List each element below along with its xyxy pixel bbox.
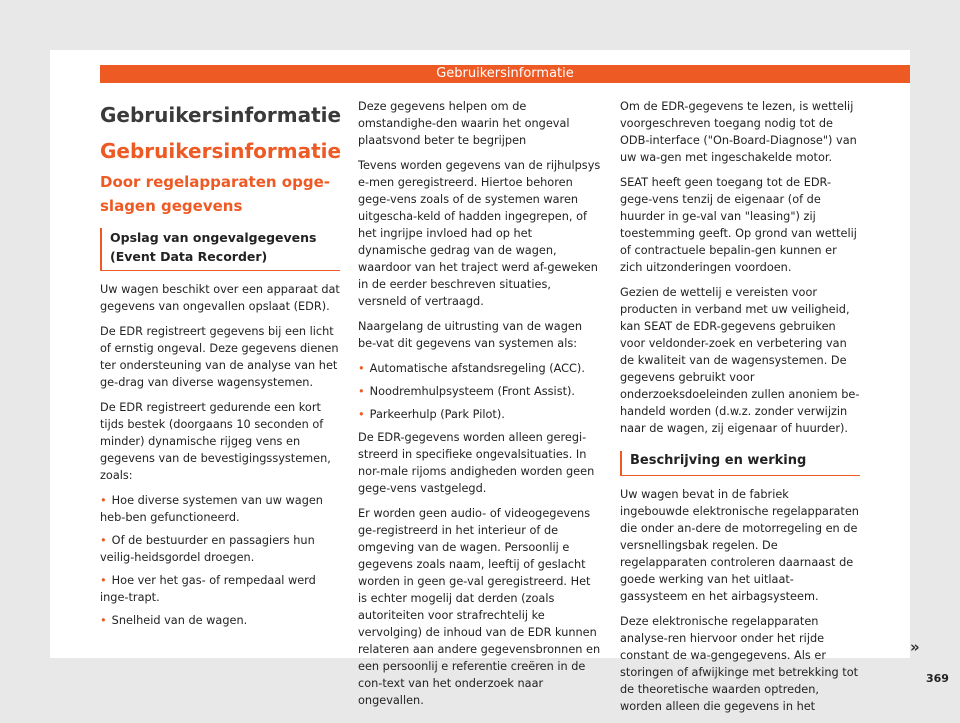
bullet-icon: • — [100, 614, 107, 627]
page — [50, 50, 949, 713]
paragraph: Uw wagen beschikt over een apparaat dat gegevens van ongevallen opslaat (EDR). — [100, 283, 340, 313]
list-item: • Of de bestuurder en passagiers hun veilig-heidsgordel droegen. — [100, 534, 315, 564]
bullet-icon: • — [358, 408, 365, 421]
page-title: Gebruikersinformatie — [100, 103, 342, 127]
paragraph: SEAT heeft geen toegang tot de EDR-gege-vens tenzij de eigenaar (of de huurder in ge-val van "leasing") zij toestemming geeft. Op grond van wettelij of contractuele bepalin-gen kunnen er zich uitzonderingen voordoen. — [620, 176, 857, 274]
bullet-icon: • — [100, 574, 107, 587]
page-number: 369 — [926, 672, 949, 685]
paragraph: Naargelang de uitrusting van de wagen be-vat dit gegevens van systemen als: — [358, 320, 582, 350]
list-item: • Hoe diverse systemen van uw wagen heb-ben gefunctioneerd. — [100, 494, 323, 524]
column-right — [620, 98, 860, 723]
chapter-header: Gebruikersinformatie — [100, 65, 910, 83]
subsection-title: Door regelapparaten opge-slagen gegevens — [100, 173, 330, 215]
paragraph: Deze elektronische regelapparaten analyse-ren hiervoor onder het rijde constant de wa-gengegevens. Als er storingen of afwijkinge met betrekking tot de theoretische waarden optreden, worden alleen die gegevens in het — [620, 615, 859, 713]
list-item: • Automatische afstandsregeling (ACC). — [358, 362, 585, 375]
paragraph: Om de EDR-gegevens te lezen, is wettelij voorgeschreven toegang nodig tot de ODB-interface ("On-Board-Diagnose") van uw wa-gen met ingeschakelde motor. — [620, 100, 857, 164]
bullet-icon: • — [100, 534, 107, 547]
continue-arrow-icon: » — [910, 638, 920, 656]
bullet-icon: • — [358, 362, 365, 375]
list-item: • Hoe ver het gas- of rempedaal werd inge-trapt. — [100, 574, 316, 604]
paragraph: De EDR registreert gegevens bij een licht of ernstig ongeval. Deze gegevens dienen ter ondersteuning van de analyse van het ge-drag van diverse wagensystemen. — [100, 325, 339, 389]
column-left — [100, 98, 340, 635]
column-middle — [358, 98, 602, 717]
paragraph: Deze gegevens helpen om de omstandighe-den waarin het ongeval plaatsvond beter te begrijpen — [358, 100, 570, 147]
list-item: • Noodremhulpsysteem (Front Assist). — [358, 385, 576, 398]
list-item: • Snelheid van de wagen. — [100, 614, 248, 627]
paragraph: Tevens worden gegevens van de rijhulpsys e-men geregistreerd. Hiertoe behoren gege-vens zoals of de systemen waren uitgescha-keld of hadden ingegrepen, of het ingrijpe invloed had op het dynamische gedrag van de wagen, waardoor van het traject werd af-geweken in de eerder beschreven situaties, versneld of vertraagd. — [358, 159, 601, 308]
paragraph: De EDR-gegevens worden alleen geregi-streerd in specifieke ongevalsituaties. In nor-male rijoms andigheden worden geen gege-vens vastgelegd. — [358, 431, 595, 495]
topic-heading-description: Beschrijving en werking — [620, 451, 860, 476]
bullet-icon: • — [100, 494, 107, 507]
paragraph: De EDR registreert gedurende een kort tijds bestek (doorgaans 10 seconden of minder) dynamische rijgeg vens en gegevens van de bevestigingssystemen, zoals: — [100, 401, 331, 482]
paragraph: Gezien de wettelij e vereisten voor producten in verband met uw veiligheid, kan SEAT de EDR-gegevens gebruiken voor veldonder-zoek en verbetering van de kwaliteit van de wagensystemen. De gegevens gebruikt voor onderzoeksdoeleinden zullen anoniem be-handeld worden (d.w.z. zonder verwijzin naar de wagen, zij eigenaar of huurder). — [620, 286, 860, 435]
paragraph: Er worden geen audio- of videogegevens ge-registreerd in het interieur of de omgeving van de wagen. Persoonlij e gegevens zoals naam, leeftij of geslacht worden in geen ge-val geregistreerd. Het is echter mogelij dat derden (zoals autoriteiten voor strafrechtelij ke vervolging) de inhoud van de EDR kunnen relateren aan andere gegevensbronnen en een persoonlij e referentie creëren in de con-text van het onderzoek naar ongevallen. — [358, 507, 601, 707]
paragraph: Uw wagen bevat in de fabriek ingebouwde elektronische regelapparaten die onder an-dere de motorregeling en de versnellingsbak regelen. De regelapparaten controleren daarnaast de goede werking van het uitlaat-gassysteem en het airbagsysteem. — [620, 488, 859, 603]
list-item: • Parkeerhulp (Park Pilot). — [358, 408, 505, 421]
topic-heading-edr: Opslag van ongevalgegevens (Event Data Recorder) — [100, 228, 340, 271]
section-title: Gebruikersinformatie — [100, 139, 342, 163]
bullet-icon: • — [358, 385, 365, 398]
